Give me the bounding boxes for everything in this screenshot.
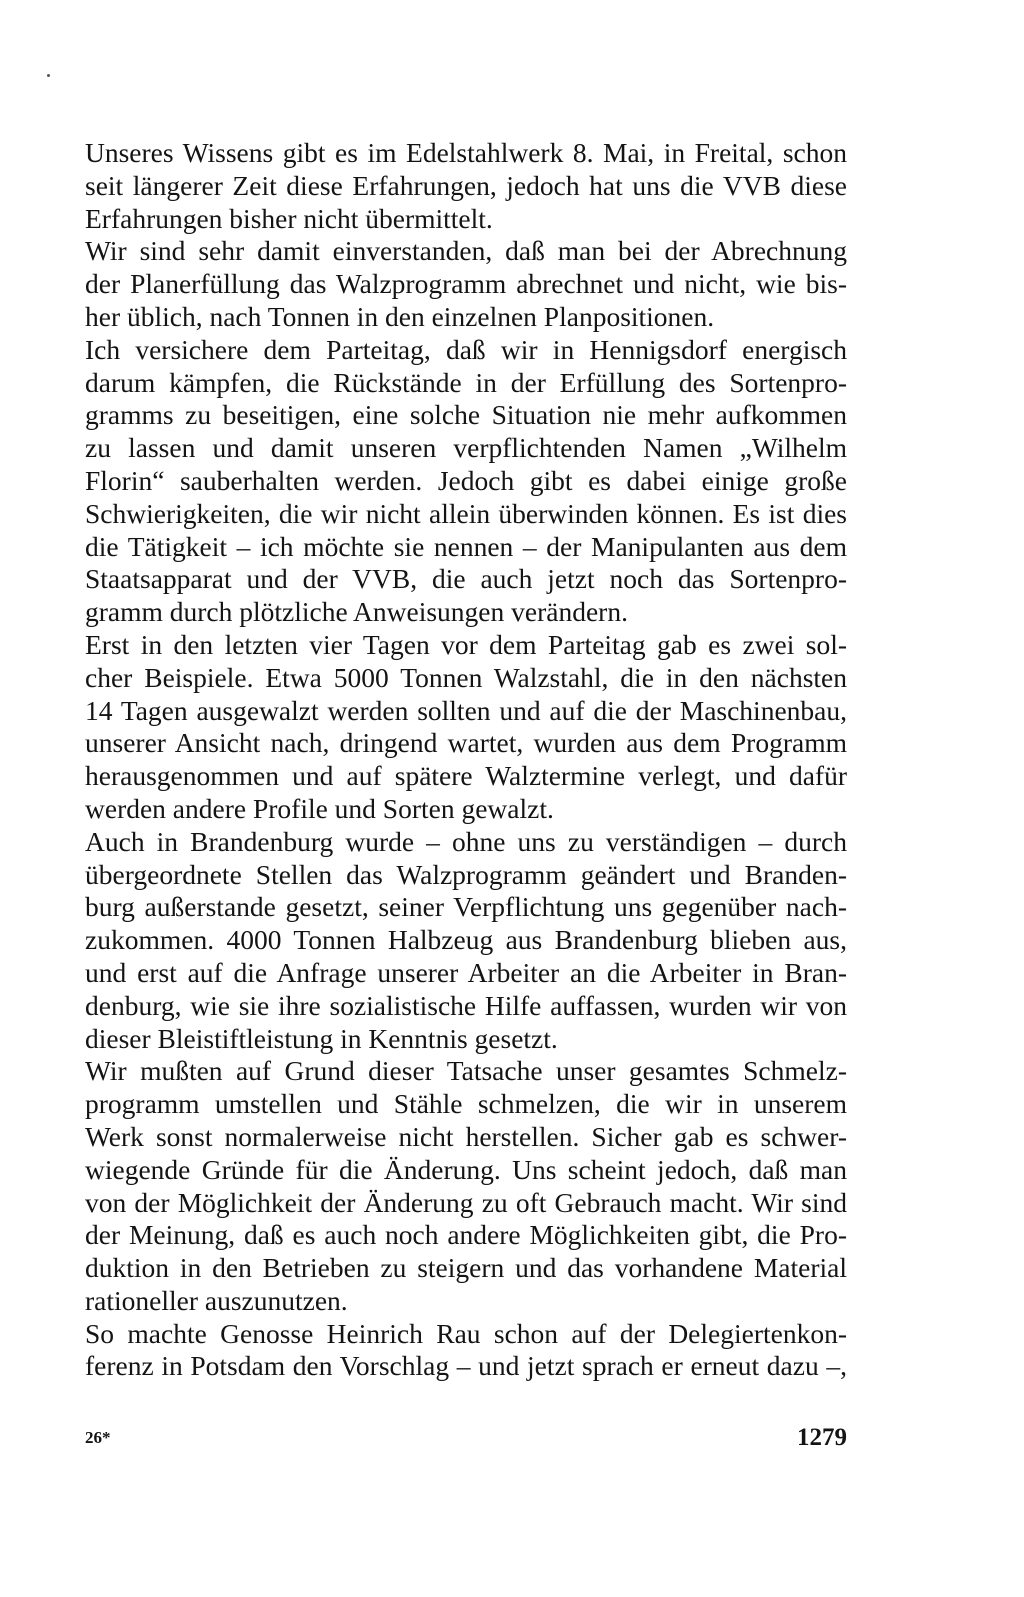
page-footer bbox=[85, 1424, 847, 1458]
text-line: Ich versichere dem Parteitag, daß wir in Hennigsdorf energisch bbox=[85, 333, 847, 365]
text-line: darum kämpfen, die Rückstände in der Erfüllung des Sortenpro- bbox=[85, 366, 847, 398]
body-text bbox=[85, 137, 847, 1383]
text-line: rationeller auszunutzen. bbox=[85, 1284, 348, 1316]
text-line: gramm durch plötzliche Anweisungen verändern. bbox=[85, 596, 628, 628]
text-line: Wir mußten auf Grund dieser Tatsache unser gesamtes Schmelz- bbox=[85, 1055, 847, 1087]
text-line: 14 Tagen ausgewalzt werden sollten und auf die der Maschinenbau, bbox=[85, 694, 847, 726]
text-line: übergeordnete Stellen das Walzprogramm geändert und Branden- bbox=[85, 858, 847, 890]
text-line: burg außerstande gesetzt, seiner Verpflichtung uns gegenüber nach- bbox=[85, 891, 847, 923]
text-line: Werk sonst normalerweise nicht herstellen. Sicher gab es schwer- bbox=[85, 1120, 847, 1152]
text-line: herausgenommen und auf spätere Walztermine verlegt, und dafür bbox=[85, 760, 847, 792]
text-line: zukommen. 4000 Tonnen Halbzeug aus Brandenburg blieben aus, bbox=[85, 924, 847, 956]
paragraph-5 bbox=[85, 826, 847, 1056]
text-line: wiegende Gründe für die Änderung. Uns scheint jedoch, daß man bbox=[85, 1153, 847, 1185]
text-line: Wir sind sehr damit einverstanden, daß man bei der Abrechnung bbox=[85, 235, 847, 267]
text-line: ferenz in Potsdam den Vorschlag – und jetzt sprach er erneut dazu –, bbox=[85, 1350, 847, 1382]
text-line: So machte Genosse Heinrich Rau schon auf der Delegiertenkon- bbox=[85, 1317, 847, 1349]
text-line: Florin“ sauberhalten werden. Jedoch gibt es dabei einige große bbox=[85, 464, 847, 496]
text-line: gramms zu beseitigen, eine solche Situation nie mehr aufkommen bbox=[85, 399, 847, 431]
paragraph-1 bbox=[85, 137, 847, 235]
text-line: unserer Ansicht nach, dringend wartet, wurden aus dem Programm bbox=[85, 727, 847, 759]
print-speck bbox=[47, 74, 50, 77]
text-line: programm umstellen und Stähle schmelzen, die wir in unserem bbox=[85, 1088, 847, 1120]
text-line: Erst in den letzten vier Tagen vor dem Parteitag gab es zwei sol- bbox=[85, 628, 847, 660]
text-line: Staatsapparat und der VVB, die auch jetzt noch das Sortenpro- bbox=[85, 563, 847, 595]
text-line: denburg, wie sie ihre sozialistische Hilfe auffassen, wurden wir von bbox=[85, 989, 847, 1021]
text-line: der Planerfüllung das Walzprogramm abrechnet und nicht, wie bis- bbox=[85, 268, 847, 300]
text-line: seit längerer Zeit diese Erfahrungen, jedoch hat uns die VVB diese bbox=[85, 169, 847, 201]
signature-mark: 26* bbox=[85, 1428, 111, 1447]
paragraph-4 bbox=[85, 629, 847, 826]
text-line: dieser Bleistiftleistung in Kenntnis gesetzt. bbox=[85, 1022, 558, 1054]
text-line: Erfahrungen bisher nicht übermittelt. bbox=[85, 202, 493, 234]
text-line: werden andere Profile und Sorten gewalzt. bbox=[85, 792, 554, 824]
text-line: Schwierigkeiten, die wir nicht allein überwinden können. Es ist dies bbox=[85, 497, 847, 529]
paragraph-6 bbox=[85, 1055, 847, 1317]
page-number: 1279 bbox=[797, 1424, 847, 1451]
paragraph-7 bbox=[85, 1318, 847, 1384]
text-line: her üblich, nach Tonnen in den einzelnen Planpositionen. bbox=[85, 300, 715, 332]
text-line: cher Beispiele. Etwa 5000 Tonnen Walzstahl, die in den nächsten bbox=[85, 661, 847, 693]
text-line: und erst auf die Anfrage unserer Arbeiter an die Arbeiter in Bran- bbox=[85, 956, 847, 988]
text-line: von der Möglichkeit der Änderung zu oft Gebrauch macht. Wir sind bbox=[85, 1186, 847, 1218]
text-line: zu lassen und damit unseren verpflichtenden Namen „Wilhelm bbox=[85, 432, 847, 464]
paragraph-3 bbox=[85, 334, 847, 629]
text-line: die Tätigkeit – ich möchte sie nennen – der Manipulanten aus dem bbox=[85, 530, 847, 562]
text-line: duktion in den Betrieben zu steigern und das vorhandene Material bbox=[85, 1252, 847, 1284]
text-line: Auch in Brandenburg wurde – ohne uns zu verständigen – durch bbox=[85, 825, 847, 857]
paragraph-2 bbox=[85, 235, 847, 333]
text-line: der Meinung, daß es auch noch andere Möglichkeiten gibt, die Pro- bbox=[85, 1219, 847, 1251]
text-line: Unseres Wissens gibt es im Edelstahlwerk 8. Mai, in Freital, schon bbox=[85, 137, 847, 168]
